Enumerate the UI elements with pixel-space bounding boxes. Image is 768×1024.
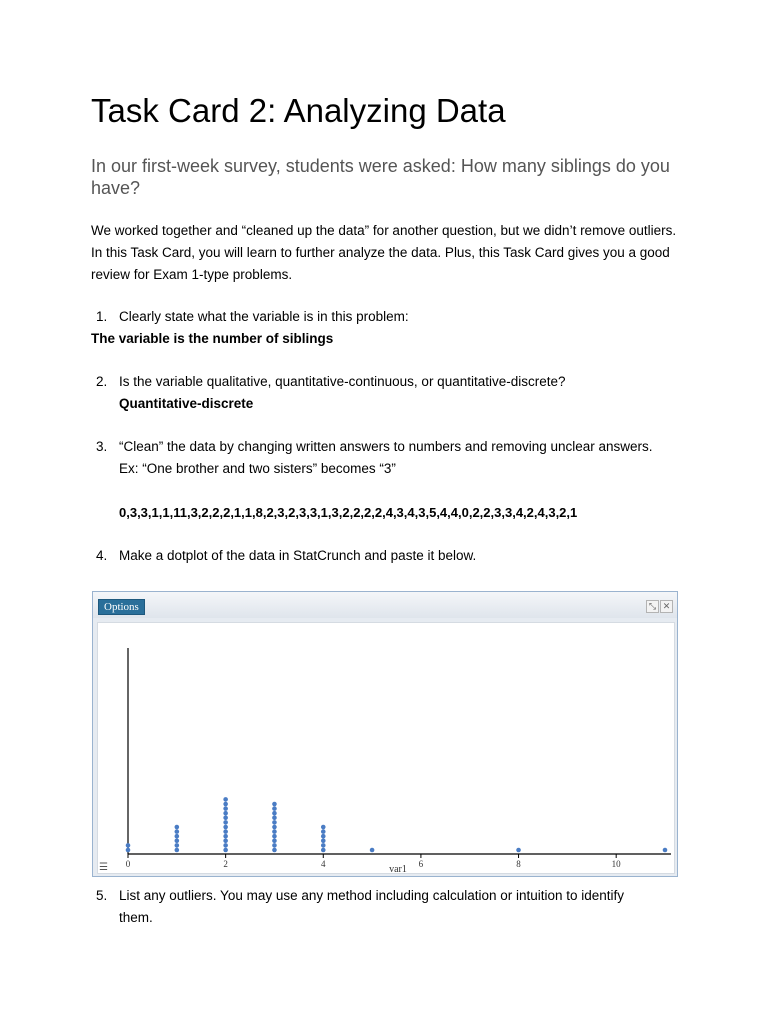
item-5-number: 5.	[96, 888, 108, 903]
dot-value-2-4	[223, 834, 228, 839]
item-2-text: Is the variable qualitative, quantitative-continuous, or quantitative-discrete?	[119, 374, 566, 389]
item-5-text: List any outliers. You may use any method including calculation or intuition to identify them.	[119, 888, 625, 925]
item-2-answer: Quantitative-discrete	[119, 396, 254, 411]
dot-value-1-3	[175, 839, 180, 844]
dot-value-3-7	[272, 820, 277, 825]
dot-value-2-9	[223, 811, 228, 816]
dot-value-0-2	[126, 843, 131, 848]
dot-value-4-1	[321, 848, 326, 853]
x-axis-label: var1	[389, 864, 407, 873]
dot-value-2-8	[223, 816, 228, 821]
dot-value-8-1	[516, 848, 521, 853]
dot-value-2-1	[223, 848, 228, 853]
dotplot-canvas	[97, 622, 675, 874]
dot-value-1-6	[175, 825, 180, 830]
item-1-text: Clearly state what the variable is in this problem:	[119, 309, 409, 324]
item-1-number: 1.	[96, 309, 108, 324]
dot-value-1-2	[175, 843, 180, 848]
dot-value-4-3	[321, 839, 326, 844]
dot-value-1-1	[175, 848, 180, 853]
intro-paragraph: We worked together and “cleaned up the data” for another question, but we didn’t remove outliers. In this Task Card, you will learn to further analyze the data. Plus, this Task Card gives you a good review for Exam 1-type problems.	[91, 223, 677, 282]
item-3-answer: 0,3,3,1,1,11,3,2,2,2,1,1,8,2,3,2,3,3,1,3,2,2,2,2,4,3,4,3,5,4,4,0,2,2,3,3,4,2,4,3,2,1	[119, 505, 578, 520]
dot-value-2-3	[223, 839, 228, 844]
dot-value-2-12	[223, 797, 228, 802]
item-4-text: Make a dotplot of the data in StatCrunch and paste it below.	[119, 548, 477, 563]
x-tick-label-10: 10	[611, 859, 621, 869]
options-button[interactable]: Options	[98, 599, 145, 615]
statcrunch-window	[92, 591, 678, 877]
dot-value-3-5	[272, 829, 277, 834]
x-tick-label-0: 0	[125, 859, 131, 869]
item-3-text: “Clean” the data by changing written answers to numbers and removing unclear answers.	[119, 439, 653, 454]
dot-value-2-11	[223, 802, 228, 807]
x-tick-label-4: 4	[321, 859, 326, 869]
dot-value-4-2	[321, 843, 326, 848]
x-tick-label-8: 8	[516, 859, 521, 869]
dotplot-chart	[98, 623, 674, 873]
dot-value-2-7	[223, 820, 228, 825]
dot-value-5-1	[370, 848, 375, 853]
expand-icon[interactable]: ⤡	[646, 600, 659, 613]
statcrunch-toolbar	[93, 592, 677, 618]
dot-value-3-8	[272, 816, 277, 821]
dot-value-11-1	[663, 848, 668, 853]
item-4-number: 4.	[96, 548, 108, 563]
dot-value-2-2	[223, 843, 228, 848]
dot-value-4-5	[321, 829, 326, 834]
dot-value-1-5	[175, 829, 180, 834]
item-3-example: Ex: “One brother and two sisters” becomes “3”	[119, 461, 396, 476]
dot-value-2-5	[223, 829, 228, 834]
item-1-answer: The variable is the number of siblings	[91, 331, 334, 346]
dot-value-1-4	[175, 834, 180, 839]
dot-value-2-10	[223, 806, 228, 811]
dot-value-3-11	[272, 802, 277, 807]
item-2-number: 2.	[96, 374, 108, 389]
dot-value-3-3	[272, 839, 277, 844]
dot-value-3-1	[272, 848, 277, 853]
page-title: Task Card 2: Analyzing Data	[91, 92, 506, 129]
dot-value-3-9	[272, 811, 277, 816]
dot-value-3-4	[272, 834, 277, 839]
dot-value-4-4	[321, 834, 326, 839]
x-tick-label-6: 6	[418, 859, 424, 869]
dot-value-3-10	[272, 806, 277, 811]
dot-value-3-6	[272, 825, 277, 830]
page-subtitle: In our first-week survey, students were asked: How many siblings do you have?	[91, 156, 670, 198]
dot-value-4-6	[321, 825, 326, 830]
menu-icon[interactable]: ☰	[99, 862, 108, 873]
close-icon[interactable]: ✕	[660, 600, 673, 613]
dot-value-2-6	[223, 825, 228, 830]
item-3-number: 3.	[96, 439, 108, 454]
dot-value-3-2	[272, 843, 277, 848]
x-tick-label-2: 2	[223, 859, 228, 869]
dot-value-0-1	[126, 848, 131, 853]
